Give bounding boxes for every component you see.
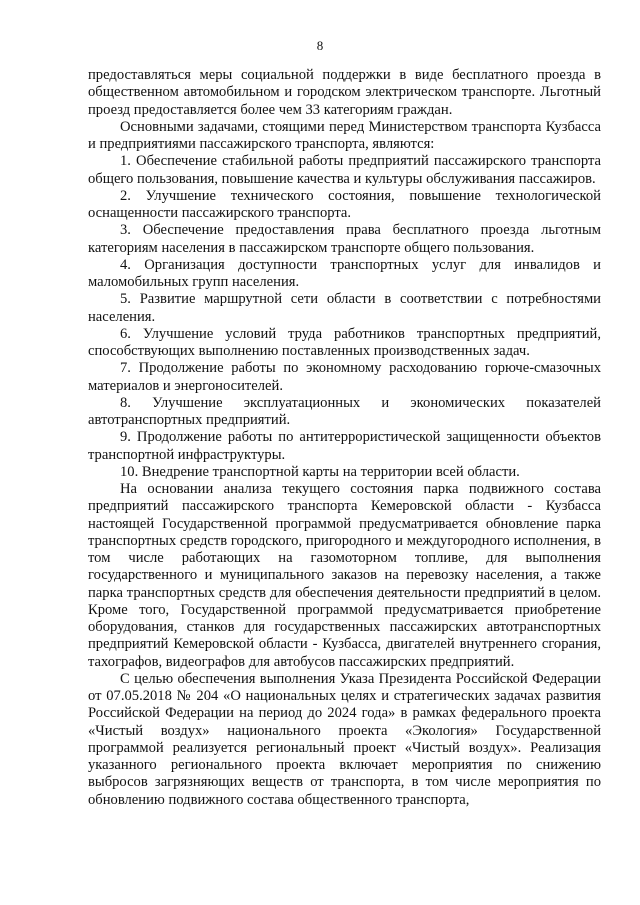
- list-item-task-6: 6. Улучшение условий труда работников транспортных предприятий, способствующих выполнению поставленных производственных задач.: [88, 325, 601, 359]
- list-item-task-10: 10. Внедрение транспортной карты на территории всей области.: [120, 463, 520, 480]
- page-number: 8: [316, 38, 324, 53]
- paragraph-clean-air-project: С целью обеспечения выполнения Указа Президента Российской Федерации от 07.05.2018 № 204 «О национальных целях и стратегических задачах развития Российской Федерации на период до 2024 года» в рамках федерального проекта «Чистый воздух» национального проекта «Экология» Государственной программой реализуется региональный проект «Чистый воздух». Реализация указанного регионального проекта включает мероприятия по снижению выбросов загрязняющих веществ от транспорта, в том числе мероприятия по обновлению подвижного состава общественного транспорта,: [88, 670, 601, 808]
- list-item-task-3: 3. Обеспечение предоставления права бесплатного проезда льготным категориям населения в пассажирском транспорте общего пользования.: [88, 222, 601, 256]
- list-item-task-5: 5. Развитие маршрутной сети области в соответствии с потребностями населения.: [88, 291, 601, 325]
- document-body: [88, 67, 601, 809]
- list-item-task-9: 9. Продолжение работы по антитеррористической защищенности объектов транспортной инфраструктуры.: [88, 429, 601, 463]
- paragraph-fleet-renewal: На основании анализа текущего состояния парка подвижного состава предприятий пассажирского транспорта Кемеровской области - Кузбасса настоящей Государственной программой предусматривается обновление парка транспортных средств городского, пригородного и междугородного исполнения, в том числе работающих на газомоторном топливе, для выполнения государственного и муниципального заказов на перевозку населения, а также парка транспортных средств для обеспечения деятельности предприятий в целом. Кроме того, Государственной программой предусматривается приобретение оборудования, станков для государственных пассажирских автотранспортных предприятий Кемеровской области - Кузбасса, двигателей внутреннего сгорания, тахографов, видеографов для автобусов пассажирских предприятий.: [88, 481, 601, 670]
- list-item-task-7: 7. Продолжение работы по экономному расходованию горюче-смазочных материалов и энергоносителей.: [88, 360, 601, 394]
- list-item-task-1: 1. Обеспечение стабильной работы предприятий пассажирского транспорта общего пользования, повышение качества и культуры обслуживания пассажиров.: [88, 153, 601, 187]
- paragraph-tasks-intro: Основными задачами, стоящими перед Министерством транспорта Кузбасса и предприятиями пассажирского транспорта, являются:: [88, 118, 601, 152]
- list-item-task-4: 4. Организация доступности транспортных услуг для инвалидов и маломобильных групп населения.: [88, 256, 601, 290]
- list-item-task-2: 2. Улучшение технического состояния, повышение технологической оснащенности пассажирского транспорта.: [88, 187, 601, 221]
- list-item-task-8: 8. Улучшение эксплуатационных и экономических показателей автотранспортных предприятий.: [88, 394, 601, 428]
- paragraph-continuation: предоставляться меры социальной поддержки в виде бесплатного проезда в общественном автомобильном и городском электрическом транспорте. Льготный проезд предоставляется более чем 33 категориям граждан.: [88, 67, 601, 118]
